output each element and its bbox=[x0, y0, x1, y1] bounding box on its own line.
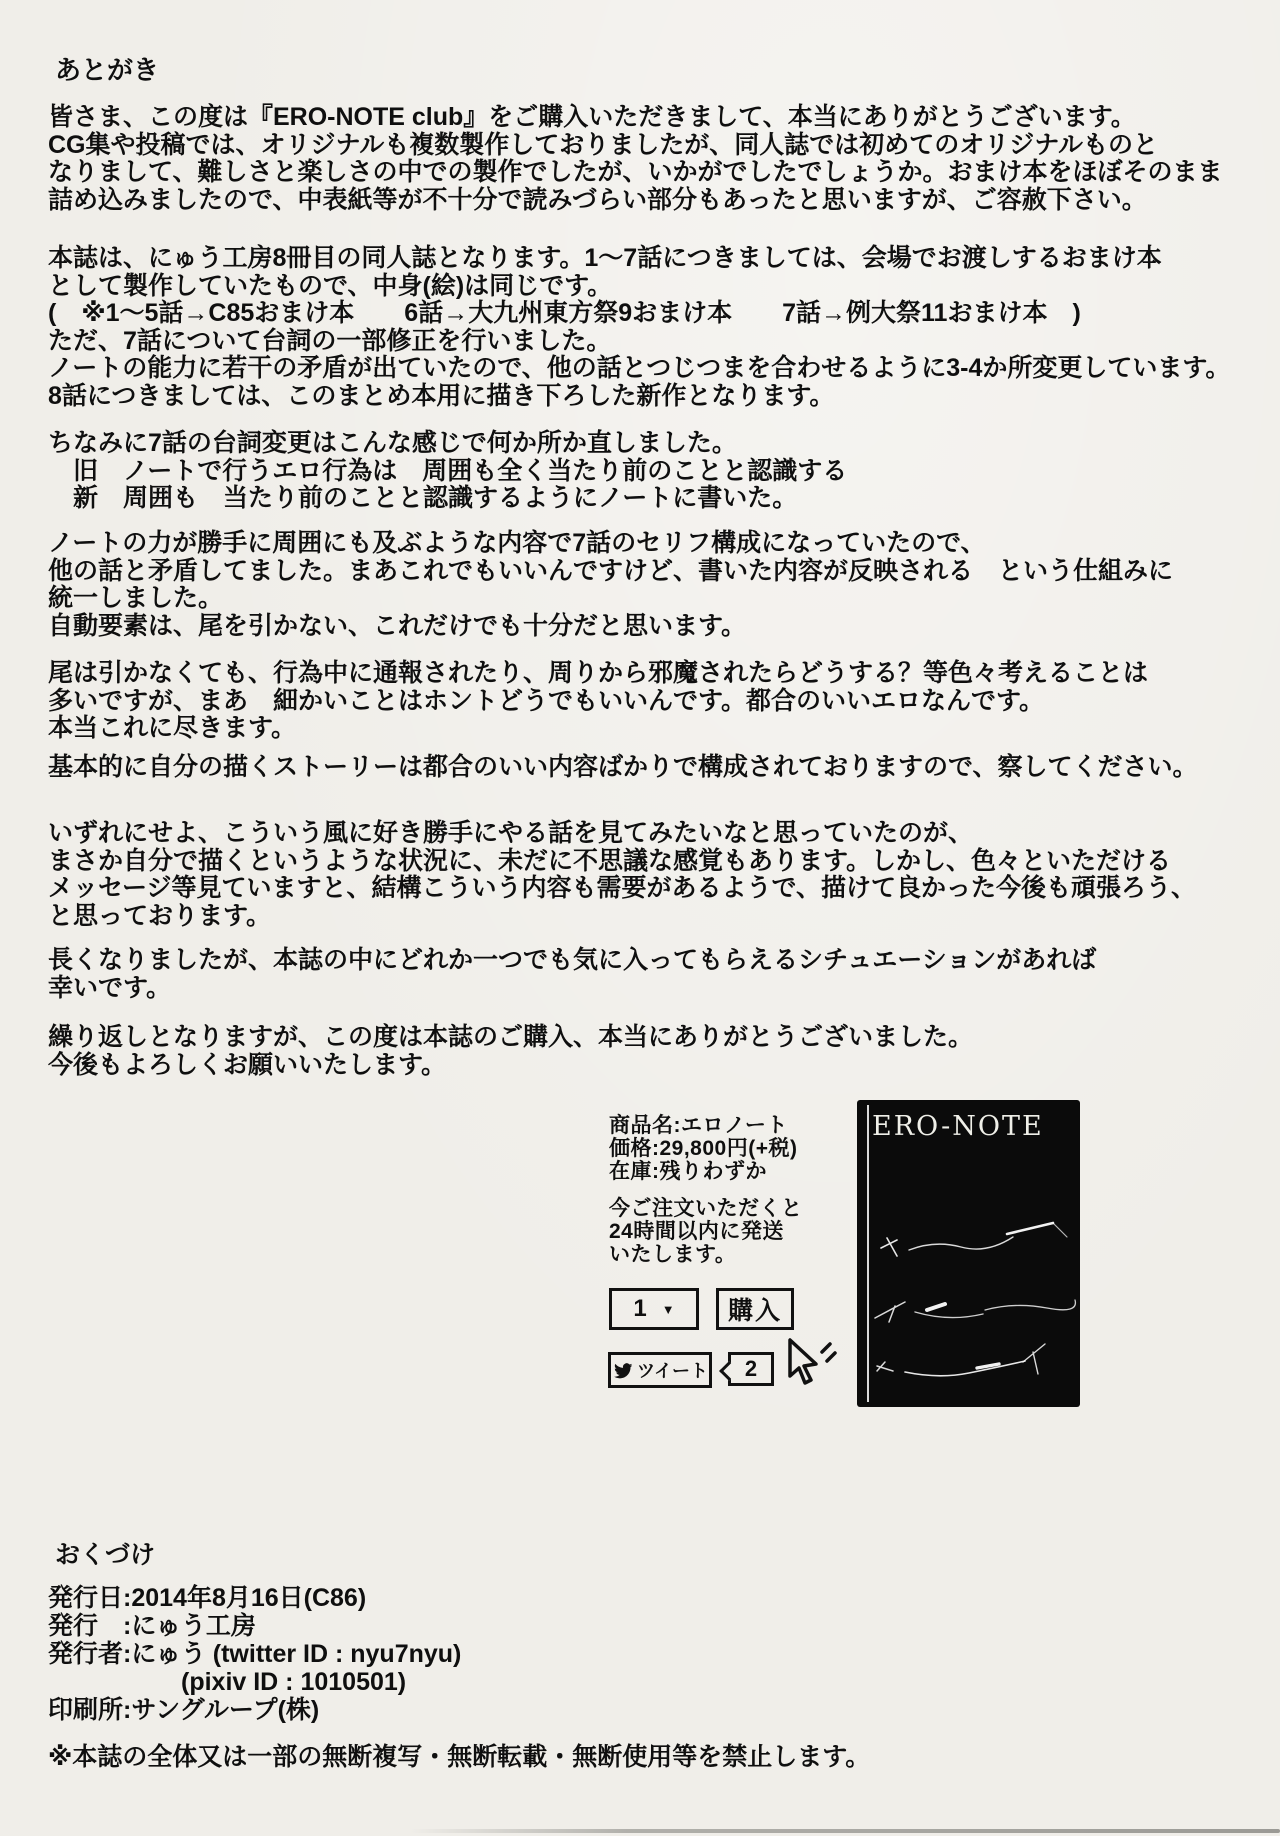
text-line: 皆さま、この度は『ERO-NOTE club』をご購入いただきまして、本当にありがとうございます。 bbox=[48, 103, 1136, 131]
text-line: 詰め込みましたので、中表紙等が不十分で読みづらい部分もあったと思いますが、ご容赦下さい。 bbox=[48, 185, 1147, 214]
text-line: メッセージ等見ていますと、結構こういう内容も需要があるようで、描けて良かった今後も頑張ろう、 bbox=[48, 874, 1197, 902]
dropdown-arrow-icon: ▼ bbox=[661, 1301, 675, 1317]
afterword-paragraph-1 bbox=[48, 104, 1223, 214]
tweet-count-badge bbox=[728, 1352, 774, 1386]
text-line: 本当これに尽きます。 bbox=[48, 714, 297, 742]
text-line: 統一しました。 bbox=[48, 584, 224, 612]
text-line: 他の話と矛盾してました。まあこれでもいいんですけど、書いた内容が反映される という仕組みに bbox=[48, 556, 1174, 585]
quantity-value: 1 bbox=[633, 1295, 647, 1322]
scan-edge-artifact bbox=[410, 1829, 1280, 1833]
product-name: 商品名:エロノート bbox=[609, 1114, 788, 1137]
text-line: 本誌は、にゅう工房8冊目の同人誌となります。1〜7話につきましては、会場でお渡しするおまけ本 bbox=[48, 244, 1162, 272]
text-line: 尾は引かなくても、行為中に通報されたり、周りから邪魔されたらどうする？等色々考えることは bbox=[48, 659, 1149, 687]
publish-date-line: 発行日:2014年8月16日(C86) bbox=[48, 1584, 367, 1612]
text-line: 基本的に自分の描くストーリーは都合のいい内容ばかりで構成されておりますので、察してください。 bbox=[48, 753, 1198, 781]
afterword-paragraph-5 bbox=[48, 660, 1148, 743]
text-line: ノートの力が勝手に周囲にも及ぶような内容で7話のセリフ構成になっていたので、 bbox=[48, 529, 986, 557]
afterword-paragraph-2 bbox=[48, 245, 1230, 410]
afterword-title: あとがき bbox=[55, 55, 160, 85]
afterword-paragraph-7 bbox=[48, 820, 1196, 930]
shipping-note bbox=[609, 1197, 803, 1266]
tweet-button-label: ツイート bbox=[636, 1361, 709, 1381]
text-line: CG集や投稿では、オリジナルも複数製作しておりましたが、同人誌では初めてのオリジナルものと bbox=[48, 130, 1159, 159]
printer-line: 印刷所:サングループ(株) bbox=[48, 1696, 320, 1724]
text-line: いずれにせよ、こういう風に好き勝手にやる話を見てみたいなと思っていたのが、 bbox=[48, 819, 974, 847]
tweet-count-value: 2 bbox=[744, 1356, 758, 1381]
product-stock: 在庫:残りわずか bbox=[609, 1160, 767, 1183]
text-line: 繰り返しとなりますが、この度は本誌のご購入、本当にありがとうございました。 bbox=[48, 1023, 974, 1051]
book-cover bbox=[857, 1100, 1080, 1407]
book-cover-scratches bbox=[857, 1100, 1080, 1407]
text-line: 多いですが、まあ 細かいことはホントどうでもいいんです。都合のいいエロなんです。 bbox=[48, 686, 1045, 715]
text-line: ( ※1〜5話→C85おまけ本 6話→大九州東方祭9おまけ本 7話→例大祭11おまけ本 ) bbox=[48, 299, 1081, 327]
tweet-button[interactable] bbox=[608, 1352, 712, 1388]
text-line: なりまして、難しさと楽しさの中での製作でしたが、いかがでしたでしょうか。おまけ本をほぼそのまま bbox=[48, 158, 1223, 186]
publisher-line: 発行 :にゅう工房 bbox=[48, 1612, 256, 1640]
copyright-notice: ※本誌の全体又は一部の無断複写・無断転載・無断使用等を禁止します。 bbox=[48, 1743, 871, 1771]
author-line: 発行者:にゅう (twitter ID : nyu7nyu) bbox=[48, 1640, 462, 1668]
afterword-paragraph-3 bbox=[48, 430, 847, 513]
text-line: と思っております。 bbox=[48, 901, 272, 930]
product-price: 価格:29,800円(+税) bbox=[609, 1137, 798, 1160]
text-line: 24時間以内に発送 bbox=[609, 1220, 784, 1243]
text-line: 今後もよろしくお願いいたします。 bbox=[48, 1050, 447, 1079]
text-line: 今ご注文いただくと bbox=[609, 1197, 803, 1220]
product-info bbox=[609, 1114, 797, 1183]
text-line: ちなみに7話の台詞変更はこんな感じで何か所か直しました。 bbox=[48, 429, 737, 457]
colophon-block bbox=[48, 1584, 461, 1724]
text-line: 長くなりましたが、本誌の中にどれか一つでも気に入ってもらえるシチュエーションがあれば bbox=[48, 946, 1097, 974]
text-line: 8話につきましては、このまとめ本用に描き下ろした新作となります。 bbox=[48, 381, 835, 410]
quantity-select[interactable] bbox=[609, 1288, 699, 1330]
afterword-paragraph-6 bbox=[48, 754, 1198, 782]
mouse-cursor-icon bbox=[782, 1334, 838, 1390]
text-line: 新 周囲も 当たり前のことと認識するようにノートに書いた。 bbox=[48, 484, 798, 512]
afterword-paragraph-4 bbox=[48, 530, 1173, 640]
text-line: 幸いです。 bbox=[48, 973, 172, 1002]
buy-button[interactable]: 購入 bbox=[716, 1288, 794, 1330]
afterword-paragraph-9 bbox=[48, 1024, 973, 1079]
text-line: 自動要素は、尾を引かない、これだけでも十分だと思います。 bbox=[48, 611, 747, 640]
pixiv-id-line: (pixiv ID : 1010501) bbox=[181, 1668, 407, 1696]
afterword-paragraph-8 bbox=[48, 947, 1096, 1002]
colophon-title: おくづけ bbox=[55, 1541, 156, 1569]
text-line: いたします。 bbox=[609, 1243, 737, 1266]
twitter-bird-icon bbox=[612, 1360, 632, 1380]
book-cover-title: ERO-NOTE bbox=[872, 1111, 1044, 1142]
text-line: として製作していたもので、中身(絵)は同じです。 bbox=[48, 271, 613, 300]
text-line: まさか自分で描くというような状況に、未だに不思議な感覚もあります。しかし、色々といただける bbox=[48, 846, 1172, 875]
text-line: ただ、7話について台詞の一部修正を行いました。 bbox=[48, 326, 612, 355]
text-line: ノートの能力に若干の矛盾が出ていたので、他の話とつじつまを合わせるように3-4か所変更しています。 bbox=[48, 354, 1231, 382]
text-line: 旧 ノートで行うエロ行為は 周囲も全く当たり前のことと認識する bbox=[48, 456, 848, 485]
